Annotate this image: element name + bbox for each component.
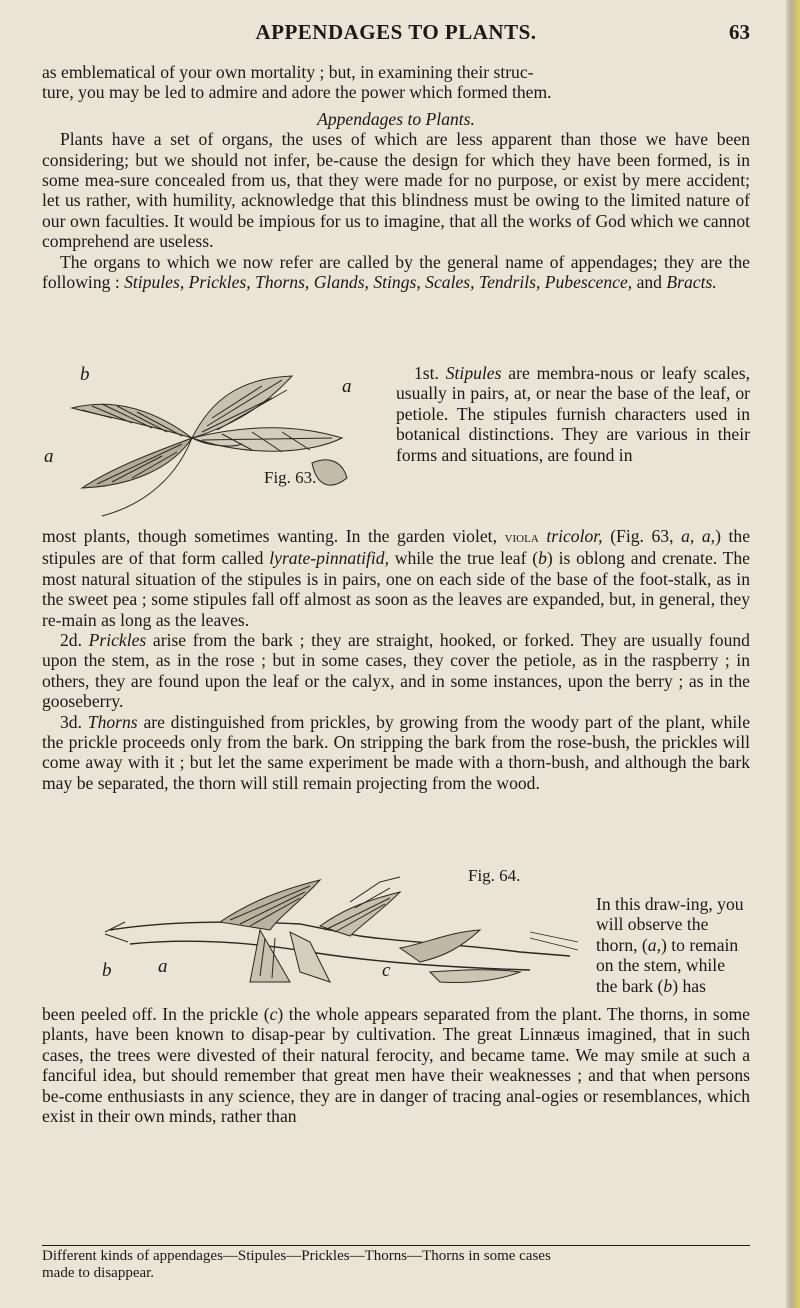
footnote <box>42 1248 750 1282</box>
footnote-rule <box>42 1245 750 1246</box>
opening-text <box>42 62 750 292</box>
running-title: APPENDAGES TO PLANTS. <box>255 20 537 44</box>
stipules-cont-text-5: ) is oblong and crenate. The most natural situation of the stipules is in pairs, one on each side of the base of the foot-stalk, as in the sweet pea ; some stipules fall off almost as soon as the leaves are expanded, but, in general, they re-main as long as the leaves. <box>42 548 750 630</box>
stipules-cont-text-2: (Fig. 63, <box>610 526 674 546</box>
thorns-paragraph <box>42 712 750 794</box>
closing-text <box>42 1004 750 1126</box>
stipules-paragraph <box>396 363 750 465</box>
fig63-label: Fig. 63. <box>264 468 317 487</box>
fig-ref-a-a: a, a, <box>681 526 716 546</box>
thorns-lead: 3d. <box>60 711 82 732</box>
fig64-side-text-1: In this draw-ing, you will observe the thorn, ( <box>596 894 744 955</box>
stipules-term: Stipules <box>445 363 502 383</box>
section-subheading: Appendages to Plants. <box>317 108 475 129</box>
intro-line-1: as emblematical of your own mortality ; but, in examining their struc- <box>42 62 534 82</box>
fig-ref-b: b <box>538 548 547 569</box>
tricolor-italic: tricolor, <box>546 526 603 546</box>
appendages-last: Bracts. <box>666 272 717 293</box>
closing-text-2: ) the whole appears separated from the plant. The thorns, in some plants, have been known to disap-pear by cultivation. The great Linnæus imagined, that in such cases, the trees were divested of their natural ferocity, and became tame. We may smile at such a fanciful idea, but should remember that great men have their weaknesses ; and that when persons be-come enthusiasts in any science, they are in danger of tracing anal-ogies or resemblances, which exist in their own minds, rather than <box>42 1004 750 1127</box>
closing-ref-c: c <box>269 1004 278 1024</box>
fig64-side-ref-a: a, <box>647 934 661 955</box>
thorn-illustration <box>100 872 580 990</box>
stipule-illustration <box>42 368 352 518</box>
figure-64 <box>100 866 580 990</box>
page-number: 63 <box>729 20 750 44</box>
page-edge <box>786 0 800 1308</box>
fig64-side-text-2: ) to remain on the stem, while the bark ( <box>596 934 739 996</box>
closing-paragraph <box>42 1004 750 1126</box>
prickles-lead: 2d. <box>60 630 82 651</box>
stipules-side-text <box>396 363 750 465</box>
fig64-letter-b: b <box>102 960 112 981</box>
body-text <box>42 526 750 793</box>
appendages-lead: The organs to which we now refer are called by the general name of appendages; they are the following : <box>42 251 750 293</box>
thorns-term: Thorns <box>87 711 138 732</box>
fig64-letter-a: a <box>158 956 168 977</box>
appendages-list: Stipules, Prickles, Thorns, Glands, Stings, Scales, Tendrils, Pubescence, <box>124 272 633 293</box>
stipules-text: are membra-nous or leafy scales, usually in pairs, at, or near the base of the leaf, or petiole. The stipules furnish characters used in botanical distinctions. They are various in their forms and situations, are found in <box>396 363 750 465</box>
prickles-text: arise from the bark ; they are straight, hooked, or forked. They are usually found upon the stem, as in the rose ; but in some cases, they cover the petiole, as in the raspberry ; in others, they are found upon the leaf or the calyx, and in some instances, upon the berry ; as in the gooseberry. <box>42 630 750 712</box>
fig64-label: Fig. 64. <box>468 866 521 885</box>
paragraph-appendages <box>42 252 750 293</box>
fig64-letter-c: c <box>382 960 391 981</box>
fig64-side-paragraph <box>596 894 750 996</box>
paragraph-purpose: Plants have a set of organs, the uses of which are less apparent than those we have been considering; but we should not infer, be-cause the design for which they have been formed, is in some mea-sure concealed from us, that they were made for no purpose, or exist by mere accident; let us rather, with humility, acknowledge that this blindness must be owing to the limited nature of our own faculties. It would be impious for us to imagine, that all the works of God which we cannot comprehend are useless. <box>42 129 750 252</box>
stipules-lead: 1st. <box>414 363 439 383</box>
prickles-term: Prickles <box>88 630 147 651</box>
fig63-letter-b: b <box>80 364 90 385</box>
footnote-line-2: made to disappear. <box>42 1265 155 1281</box>
fig63-letter-a-left: a <box>44 446 54 467</box>
running-header <box>42 20 750 50</box>
stipules-cont-text-4: while the true leaf ( <box>394 548 539 569</box>
intro-line-2: ture, you may be led to admire and adore the power which formed them. <box>42 82 552 103</box>
prickles-paragraph <box>42 630 750 712</box>
fig64-side-ref-b: b <box>663 975 673 996</box>
appendages-and: and <box>636 272 662 293</box>
fig64-side-text-3: ) has <box>672 975 706 996</box>
stipules-continuation <box>42 526 750 630</box>
closing-text-1: been peeled off. In the prickle ( <box>42 1004 270 1024</box>
fig64-side-text <box>596 894 750 996</box>
stipules-cont-text-3: ) the stipules are of that form called <box>42 526 751 569</box>
figure-63 <box>42 364 352 518</box>
stipules-cont-text-1: most plants, though sometimes wanting. In the garden violet, <box>42 526 497 546</box>
footnote-line-1: Different kinds of appendages—Stipules—Prickles—Thorns—Thorns in some cases <box>42 1248 551 1264</box>
viola-small-caps: viola <box>504 530 539 546</box>
fig63-letter-a-top: a <box>342 376 352 397</box>
lyrate-pinnatifid: lyrate-pinnatifid, <box>269 548 389 569</box>
thorns-text: are distinguished from prickles, by growing from the woody part of the plant, while the prickle proceeds only from the bark. On stripping the bark from the rose-bush, the prickles will come away with it ; but let the same experiment be made with a thorn-bush, and although the bark may be separated, the thorn will still remain projecting from the wood. <box>42 711 751 793</box>
